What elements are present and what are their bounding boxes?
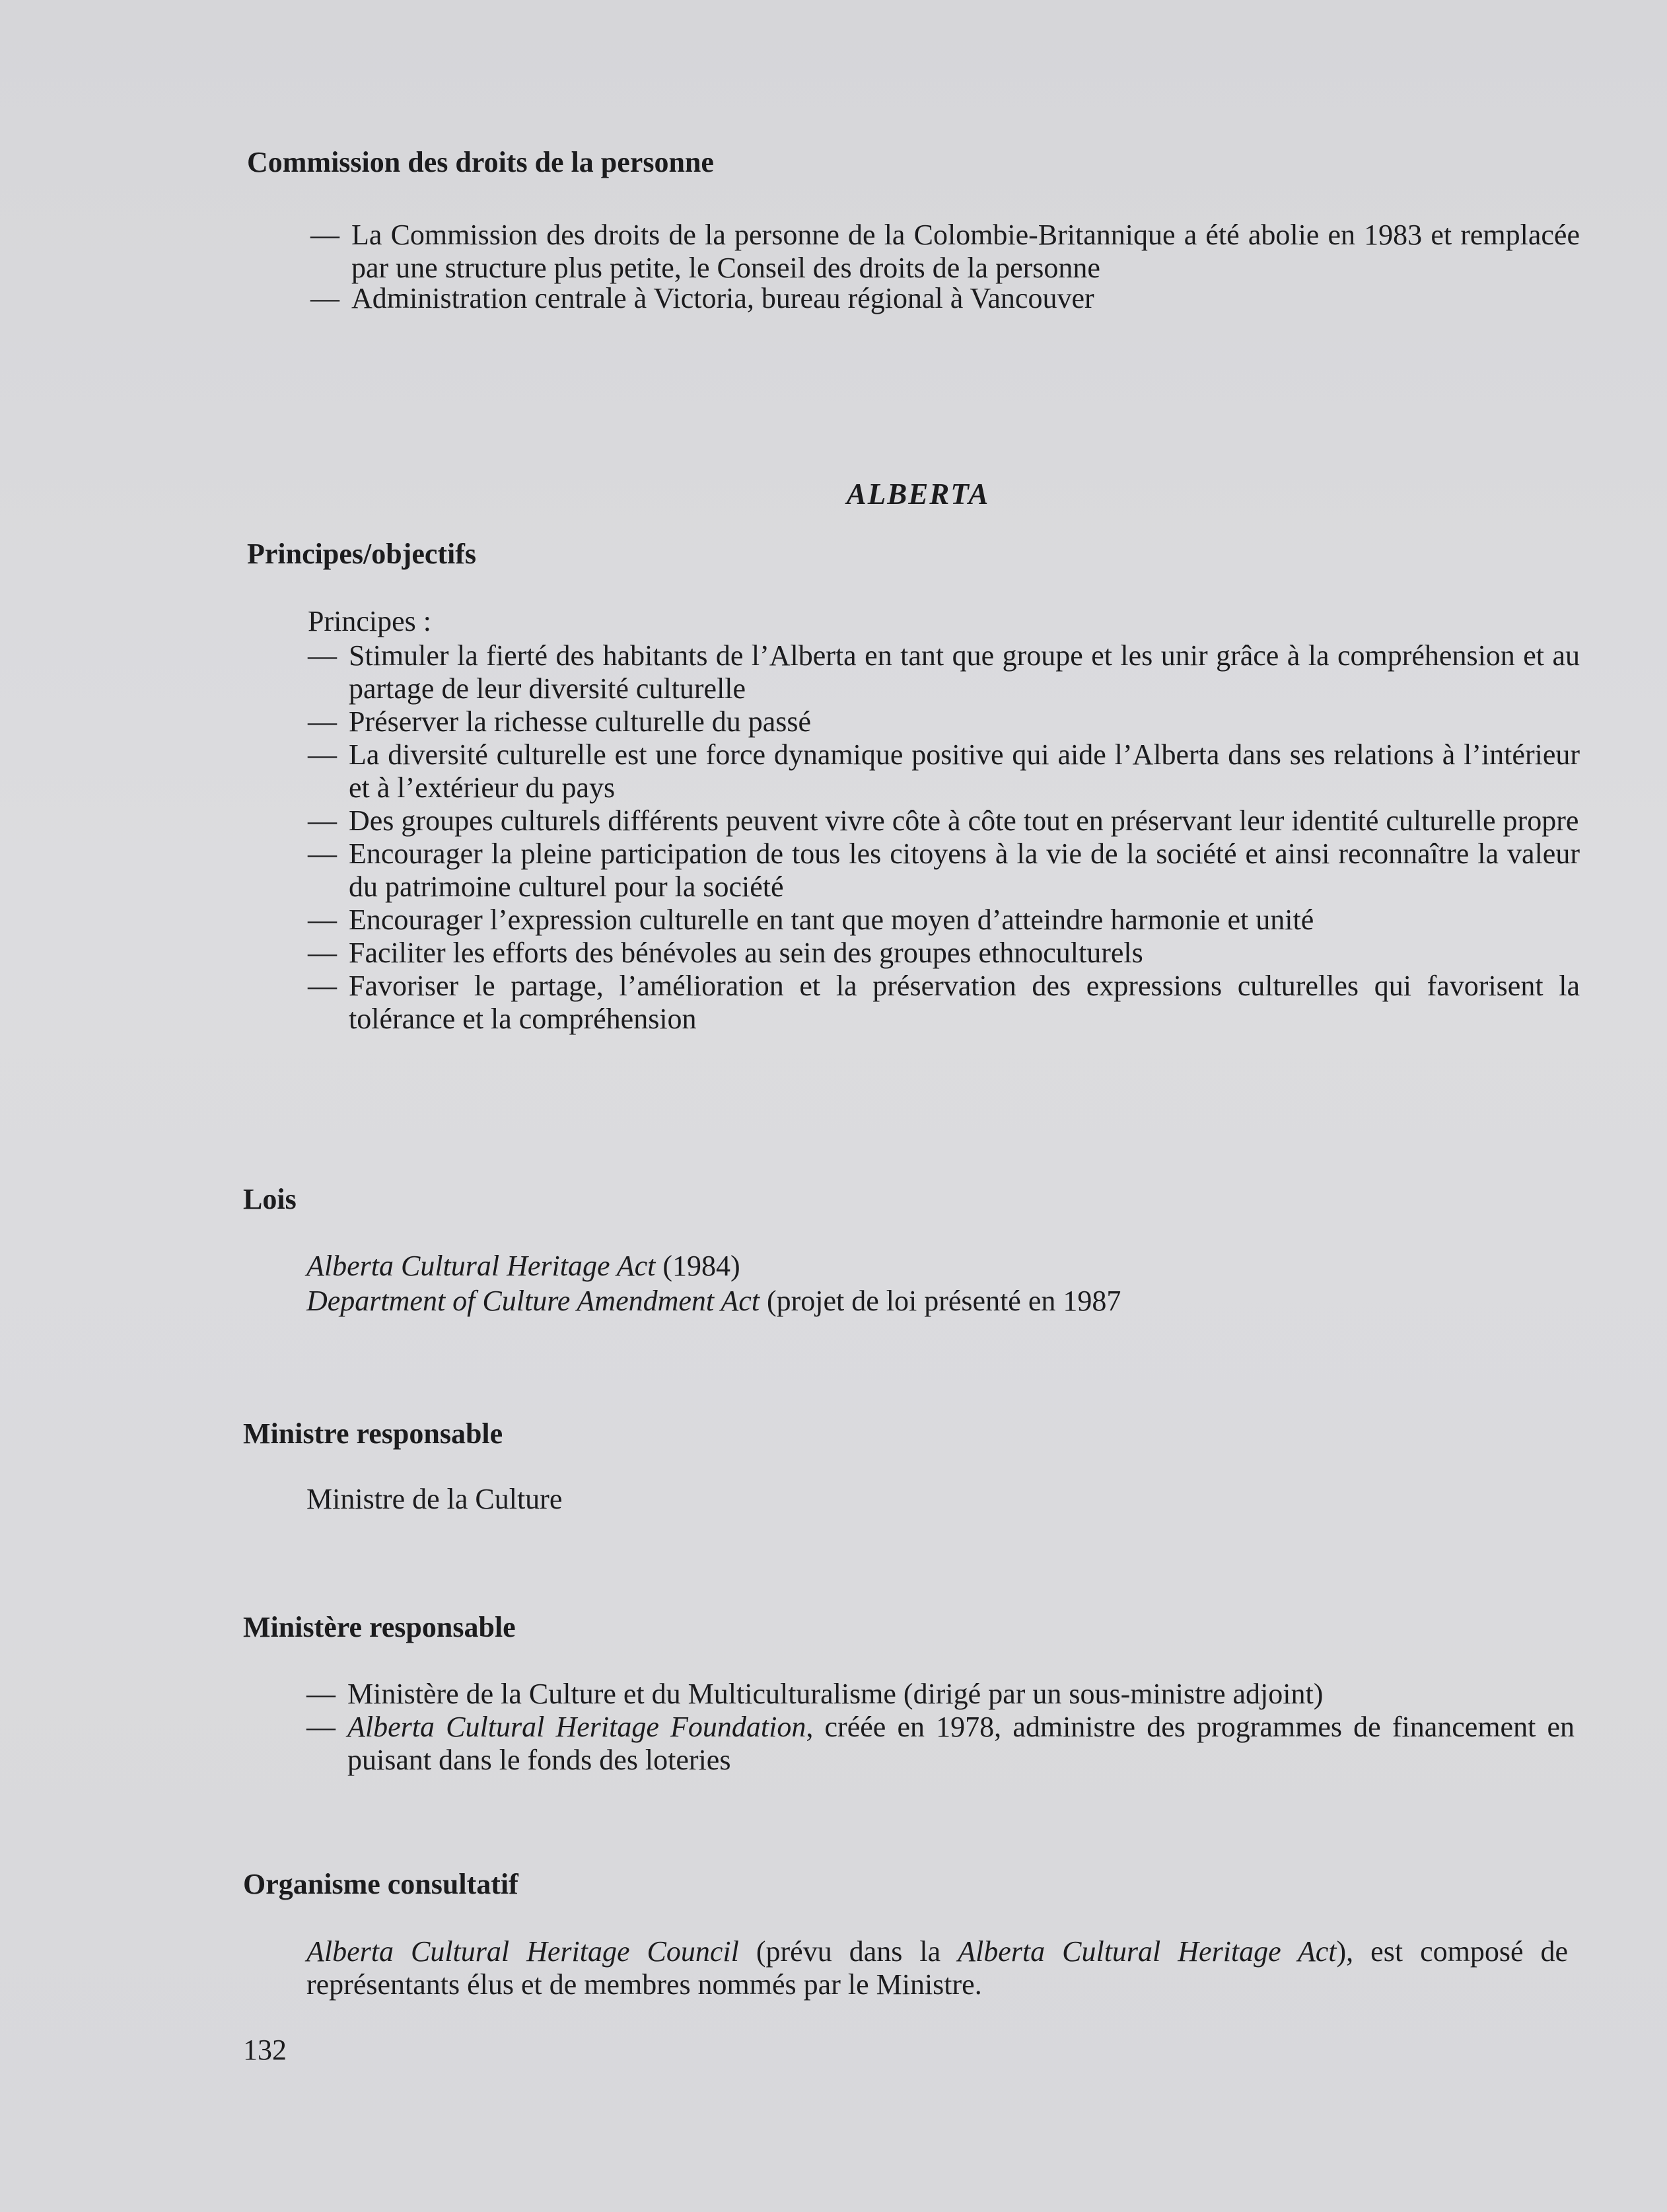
list-item-text: La diversité culturelle est une force dynamique positive qui aide l’Alberta dans ses relations à l’intérieur et à l’extérieur du pays [349,738,1580,804]
principes-intro: Principes : [308,605,431,637]
law-detail: (1984) [655,1250,740,1282]
law-title: Alberta Cultural Heritage Act [306,1250,656,1282]
text-fragment: (prévu dans la [738,1935,958,1968]
list-item [308,639,1580,705]
dash-glyph: — [308,937,337,969]
organisme-heading: Organisme consultatif [243,1868,518,1900]
council-title: Alberta Cultural Heritage Council [306,1935,739,1968]
list-item-text: Préserver la richesse culturelle du passé [349,705,812,738]
page-number: 132 [243,2034,287,2066]
principes-list [308,639,1580,1036]
list-item [308,970,1580,1036]
ministere-heading: Ministère responsable [243,1611,516,1643]
list-item [308,937,1580,970]
dash-glyph: — [308,804,337,837]
list-item-text: Des groupes culturels différents peuvent vivre côte à côte tout en préservant leur identité culturelle propre [349,804,1579,837]
text-fragment: ), est composé de représentants élus et de membres nommés par le Ministre. [306,1935,1569,2001]
list-item [306,1711,1575,1777]
ministere-list [306,1678,1575,1777]
foundation-title: Alberta Cultural Heritage Foundation [347,1711,806,1743]
commission-heading: Commission des droits de la personne [247,146,714,178]
law-line-1 [306,1250,740,1283]
law-detail: (projet de loi présenté en 1987 [759,1285,1121,1317]
dash-glyph: — [308,970,337,1002]
principes-heading: Principes/objectifs [247,538,477,570]
list-item [310,219,1580,285]
list-item-text: Encourager l’expression culturelle en tant que moyen d’atteindre harmonie et unité [349,904,1314,936]
dash-glyph: — [308,639,337,672]
list-item-text: Administration centrale à Victoria, bureau régional à Vancouver [351,282,1094,314]
dash-glyph: — [308,838,337,870]
act-title: Alberta Cultural Heritage Act [958,1935,1337,1968]
organisme-text [306,1935,1568,2001]
dash-glyph: — [310,219,339,251]
dash-glyph: — [308,738,337,771]
list-item-text: Stimuler la fierté des habitants de l’Alberta en tant que groupe et les unir grâce à la compréhension et au partage de leur diversité culturelle [349,639,1580,705]
list-item [308,904,1580,937]
list-item-text: Favoriser le partage, l’amélioration et la préservation des expressions culturelles qui favorisent la tolérance et la compréhension [349,970,1580,1035]
dash-glyph: — [308,904,337,936]
dash-glyph: — [306,1678,336,1710]
lois-heading: Lois [243,1183,297,1215]
province-title: ALBERTA [846,478,990,511]
list-item [308,804,1580,838]
dash-glyph: — [308,705,337,738]
dash-glyph: — [310,282,339,314]
law-title: Department of Culture Amendment Act [306,1285,760,1317]
ministre-text: Ministre de la Culture [306,1483,563,1515]
list-item [308,705,1580,738]
law-line-2 [306,1285,1121,1318]
dash-glyph: — [306,1711,336,1743]
list-item [308,838,1580,904]
list-item-text: , créée en 1978, administre des programmes de financement en puisant dans le fonds des loteries [347,1711,1575,1776]
list-item-text: Faciliter les efforts des bénévoles au sein des groupes ethnoculturels [349,937,1143,969]
list-item [308,738,1580,804]
list-item-text: Ministère de la Culture et du Multiculturalisme (dirigé par un sous-ministre adjoint) [347,1678,1324,1710]
ministre-heading: Ministre responsable [243,1417,503,1450]
commission-list [310,219,1580,315]
list-item-text: Encourager la pleine participation de tous les citoyens à la vie de la société et ainsi reconnaître la valeur du patrimoine culturel pour la société [349,838,1580,903]
list-item [310,282,1580,315]
list-item [306,1678,1575,1711]
list-item-text: La Commission des droits de la personne de la Colombie-Britannique a été abolie en 1983 et remplacée par une structure plus petite, le Conseil des droits de la personne [351,219,1580,284]
